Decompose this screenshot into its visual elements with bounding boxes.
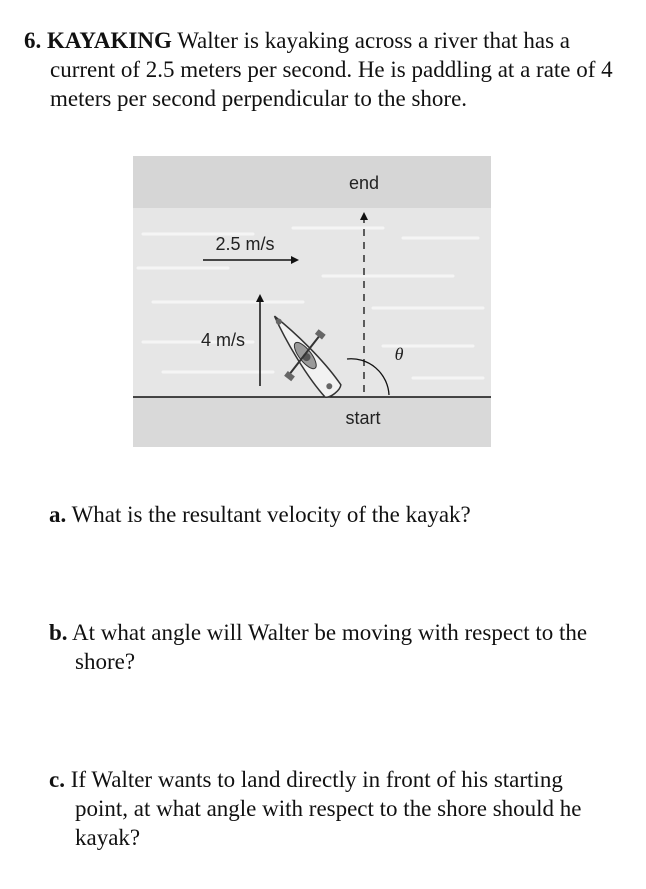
question-c	[49, 765, 619, 852]
question-a-text: What is the resultant velocity of the kayak?	[71, 502, 471, 527]
label-current: 2.5 m/s	[215, 234, 275, 254]
label-paddle: 4 m/s	[200, 330, 246, 350]
question-b-letter: b.	[49, 620, 68, 645]
question-a	[49, 500, 619, 529]
problem-number: 6.	[24, 28, 42, 53]
near-shore	[133, 397, 491, 447]
question-b-text: At what angle will Walter be moving with respect to the shore?	[72, 620, 588, 674]
kayak-diagram	[133, 156, 491, 447]
label-theta: θ	[394, 344, 404, 364]
problem-statement	[24, 26, 614, 113]
question-c-text: If Walter wants to land directly in front of his starting point, at what angle with respect to the shore should he kayak?	[70, 767, 582, 850]
far-bank	[133, 156, 491, 208]
question-c-letter: c.	[49, 767, 65, 792]
question-b	[49, 618, 619, 676]
question-a-letter: a.	[49, 502, 67, 527]
problem-heading: KAYAKING	[47, 28, 172, 53]
label-start: start	[345, 408, 381, 428]
problem-text: Walter is kayaking across a river that has a current of 2.5 meters per second. He is paddling at a rate of 4 meters per second perpendicular to the shore.	[50, 28, 613, 111]
label-end: end	[348, 173, 380, 193]
